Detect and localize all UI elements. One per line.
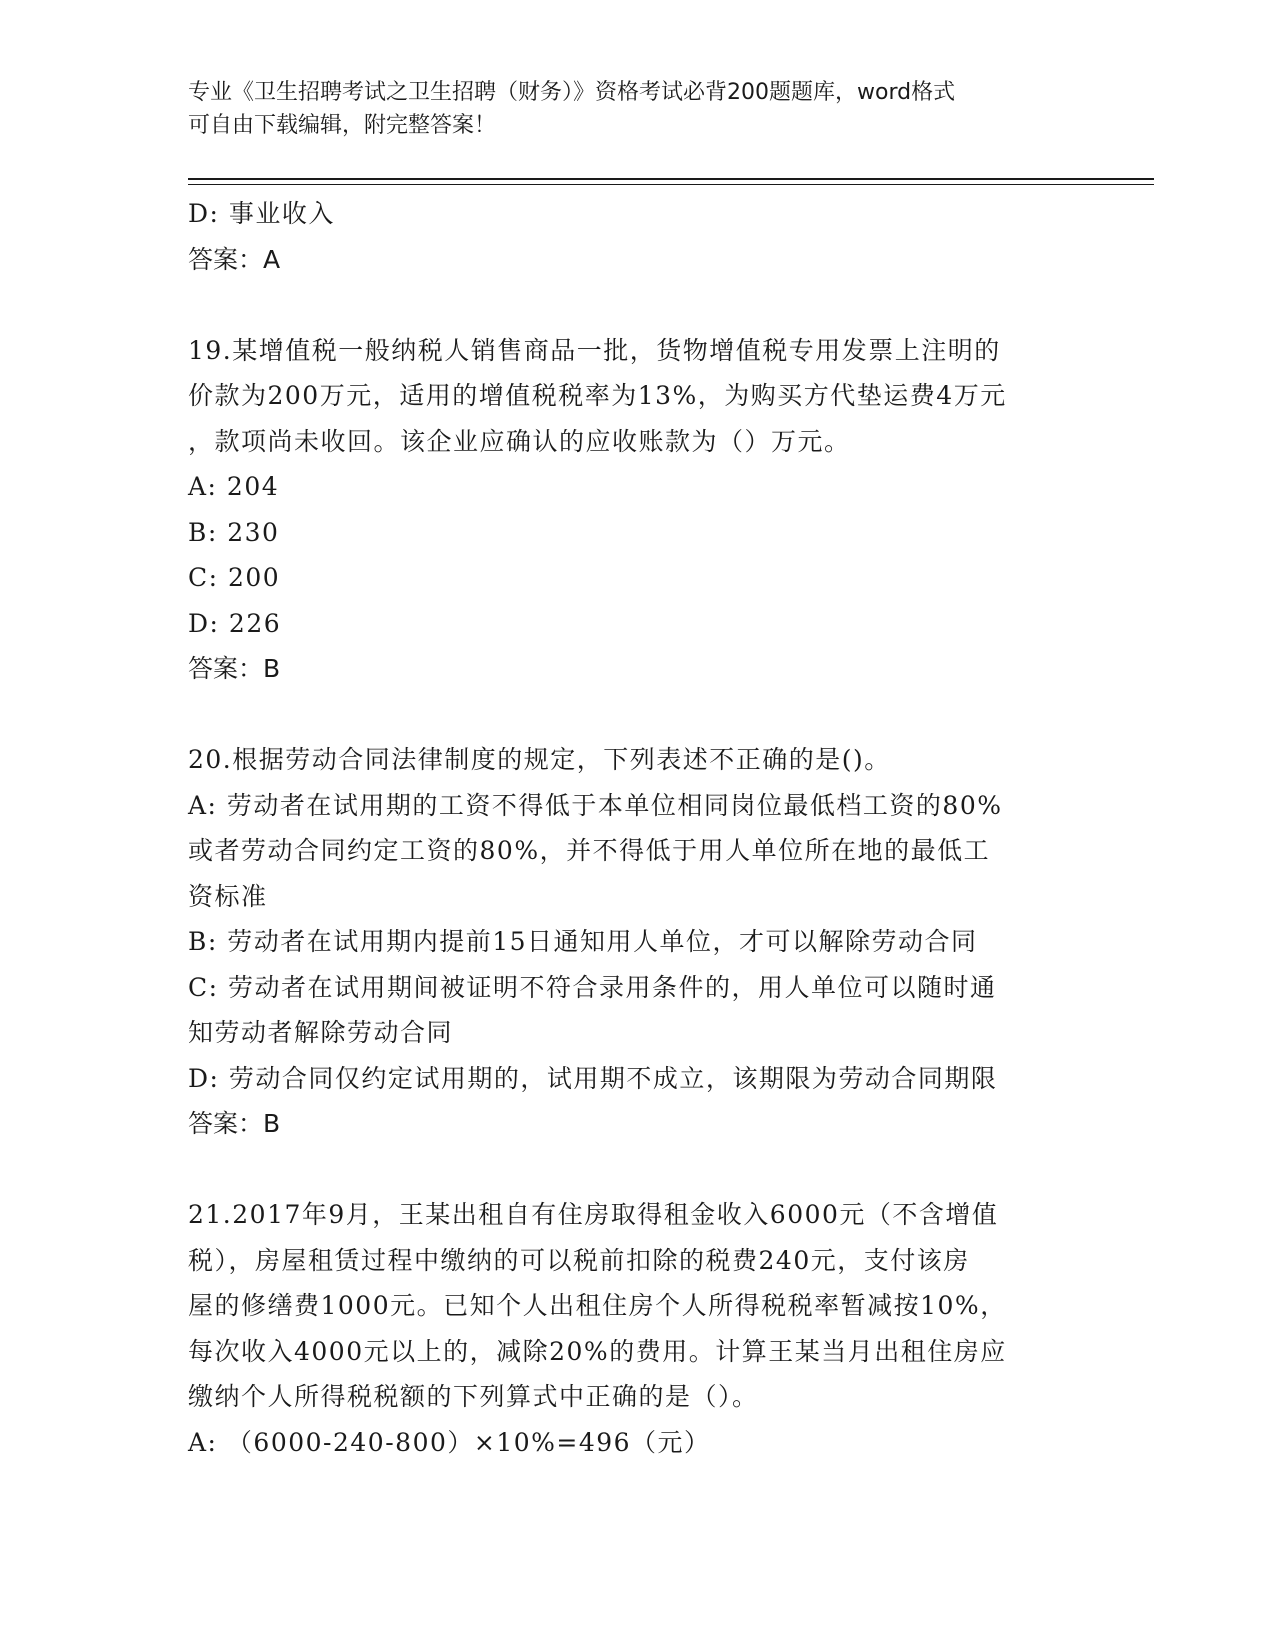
option-line: 资标准 <box>188 881 268 911</box>
option-line: B: 230 <box>188 517 280 547</box>
option-line: B: 劳动者在试用期内提前15日通知用人单位，才可以解除劳动合同 <box>188 927 978 956</box>
header-divider-thin <box>188 184 1154 185</box>
option-line: D: 劳动合同仅约定试用期的，试用期不成立，该期限为劳动合同期限 <box>188 1063 998 1093</box>
question-block <box>188 191 1088 282</box>
header-line-2: 可自由下载编辑，附完整答案！ <box>188 113 497 138</box>
option-line: 知劳动者解除劳动合同 <box>188 1018 454 1047</box>
question-line: 19.某增值税一般纳税人销售商品一批，货物增值税专用发票上注明的 <box>188 335 1001 365</box>
document-header <box>188 76 1088 142</box>
option-line: C: 200 <box>188 563 281 592</box>
question-line: 20.根据劳动合同法律制度的规定，下列表述不正确的是()。 <box>188 745 891 774</box>
header-line-1: 专业《卫生招聘考试之卫生招聘（财务）》资格考试必背200题题库，word格式 <box>188 80 956 105</box>
question-block <box>188 1192 1088 1465</box>
answer-line: 答案：B <box>188 1109 281 1138</box>
option-line: D: 226 <box>188 608 282 638</box>
question-content <box>188 191 1088 1465</box>
question-line: ，款项尚未收回。该企业应确认的应收账款为（）万元。 <box>188 426 851 456</box>
question-line: 每次收入4000元以上的，减除20%的费用。计算王某当月出租住房应 <box>188 1336 1007 1366</box>
option-line: A: （6000-240-800）×10%=496（元） <box>188 1427 711 1457</box>
question-block <box>188 328 1088 692</box>
option-line: A: 204 <box>188 472 280 501</box>
question-line: 21.2017年9月，王某出租自有住房取得租金收入6000元（不含增值 <box>188 1200 999 1229</box>
question-line: 缴纳个人所得税税额的下列算式中正确的是（）。 <box>188 1382 759 1411</box>
answer-line: 答案：B <box>188 654 281 683</box>
answer-line: 答案：A <box>188 244 281 274</box>
option-line: C: 劳动者在试用期间被证明不符合录用条件的，用人单位可以随时通 <box>188 972 997 1002</box>
header-divider-thick <box>188 178 1154 180</box>
option-line: A: 劳动者在试用期的工资不得低于本单位相同岗位最低档工资的80% <box>188 790 1003 820</box>
option-line: D: 事业收入 <box>188 199 335 228</box>
question-line: 税），房屋租赁过程中缴纳的可以税前扣除的税费240元，支付该房 <box>188 1245 970 1275</box>
question-block <box>188 737 1088 1147</box>
option-line: 或者劳动合同约定工资的80%，并不得低于用人单位所在地的最低工 <box>188 836 991 865</box>
question-line: 价款为200万元，适用的增值税税率为13%，为购买方代垫运费4万元 <box>188 381 1007 410</box>
question-line: 屋的修缮费1000元。已知个人出租住房个人所得税税率暂减按10%， <box>188 1291 1007 1320</box>
